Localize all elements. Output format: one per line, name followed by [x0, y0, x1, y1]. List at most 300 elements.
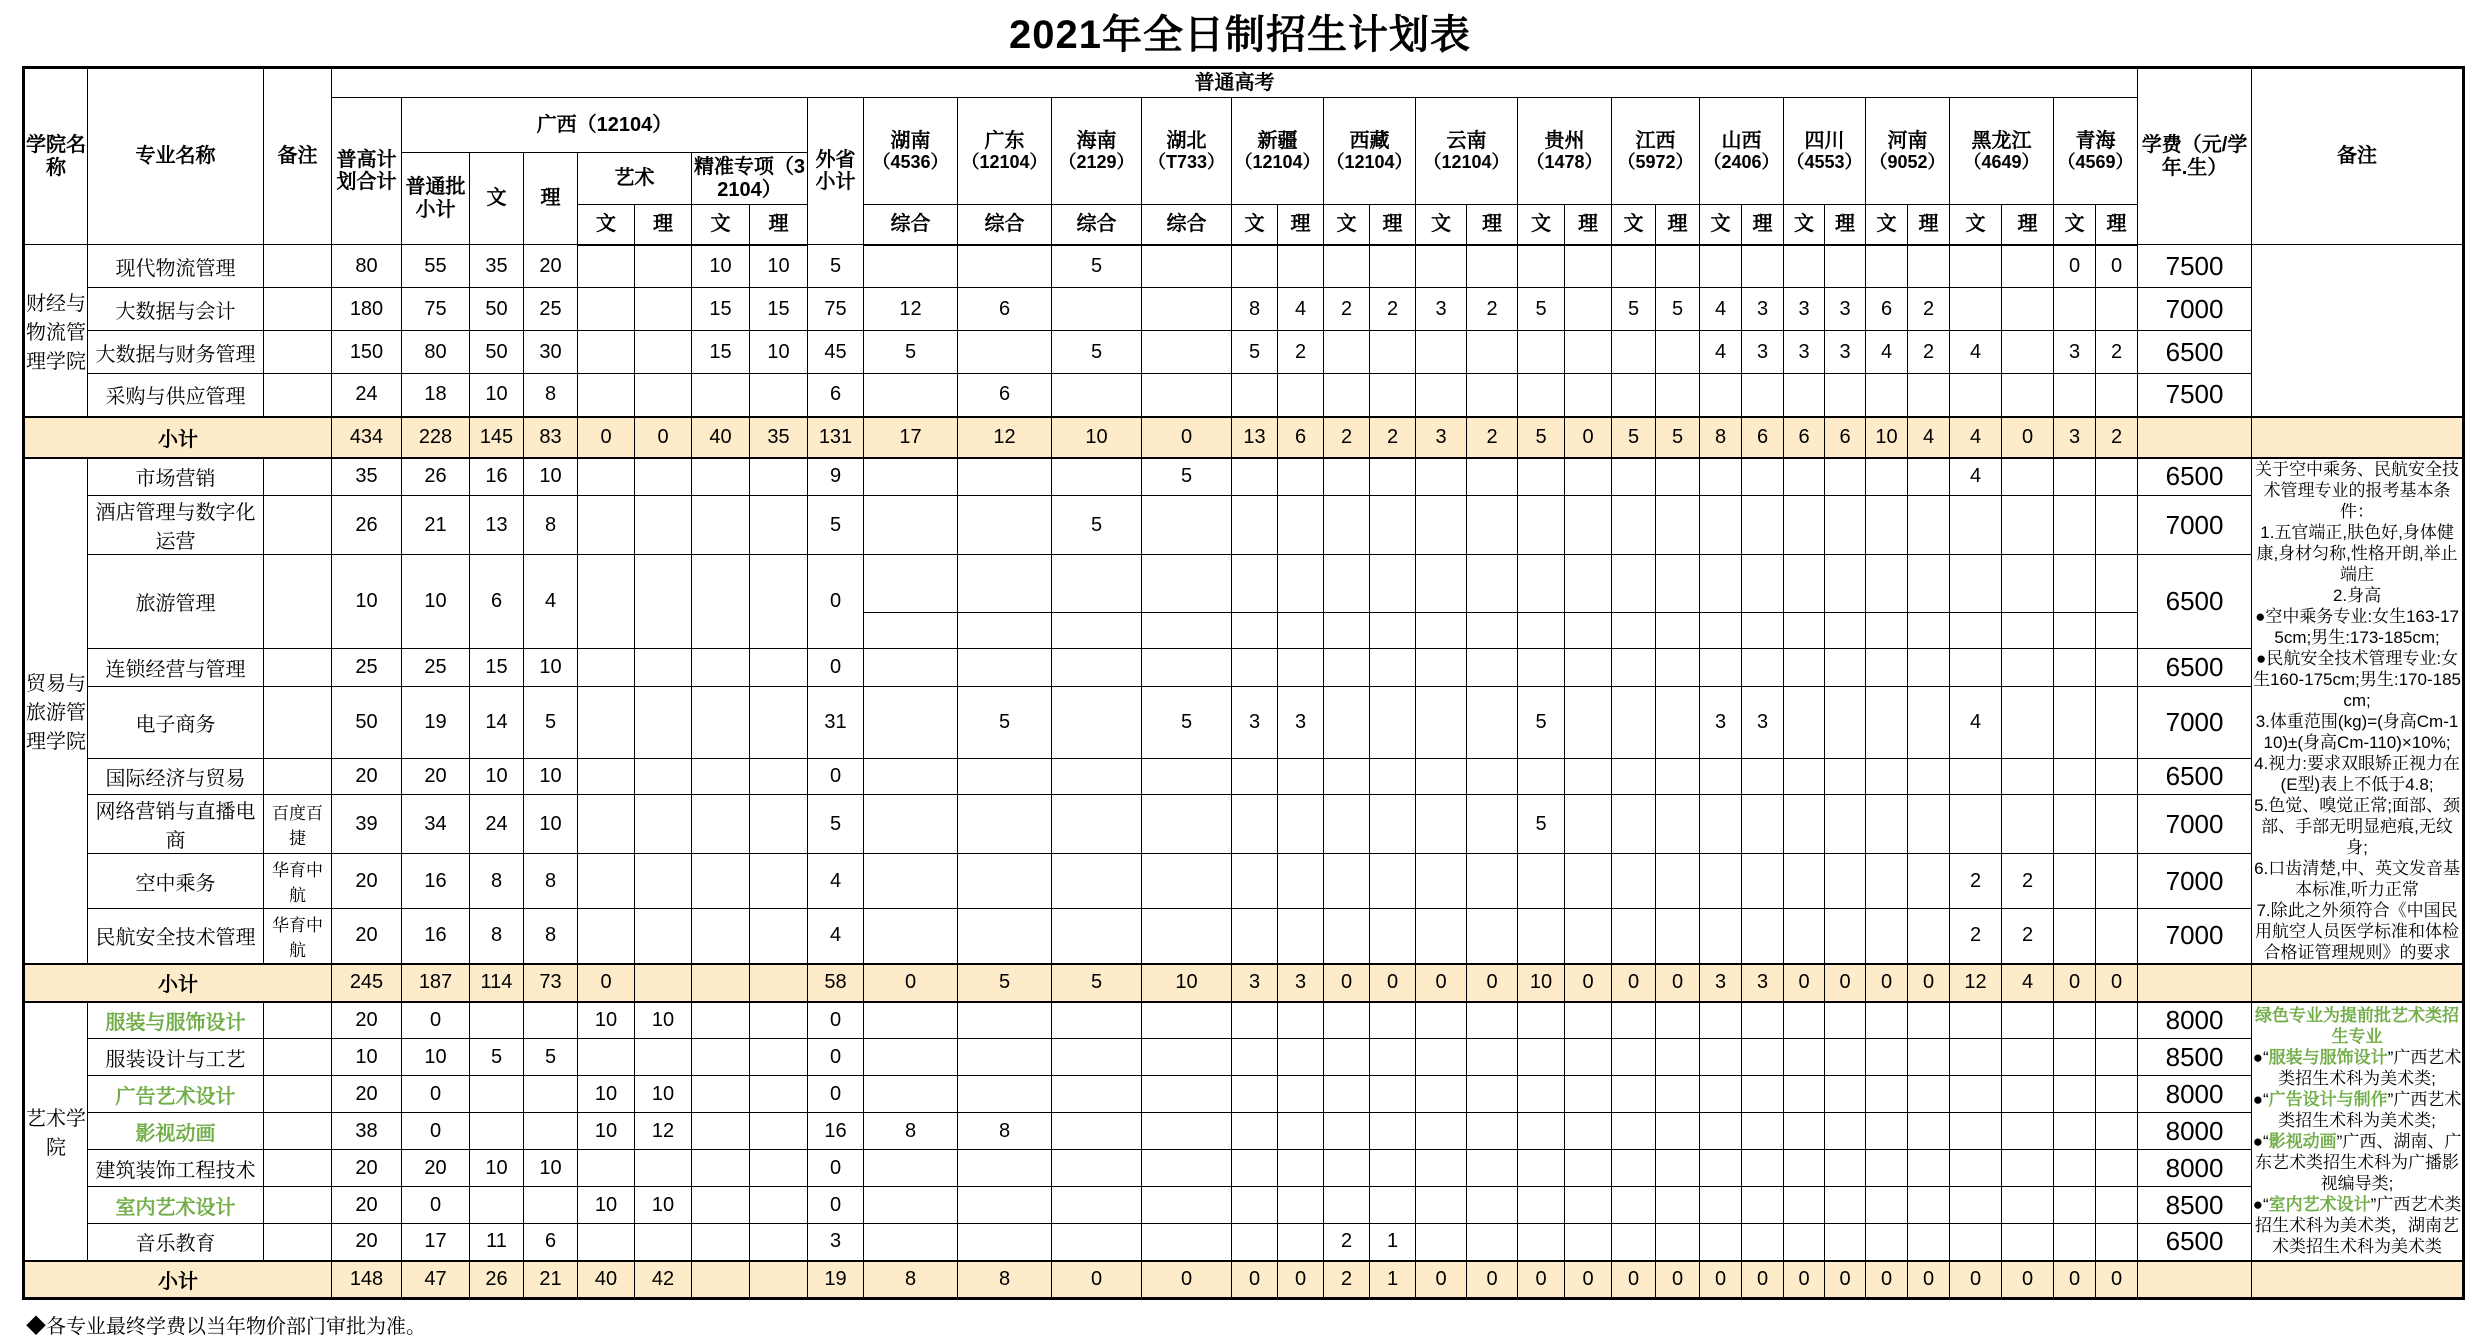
- value-cell-henan-wen: [1866, 1150, 1908, 1187]
- value-cell-jingzhun-li: [750, 1039, 808, 1076]
- value-cell-sichuan-wen: [1784, 1002, 1825, 1039]
- value-cell-henan-li: 2: [1908, 331, 1950, 374]
- value-cell-xinjiang-li: [1278, 374, 1324, 417]
- value-cell-art-wen: [578, 854, 635, 909]
- subtotal-cell-jingzhun-li: [750, 964, 808, 1002]
- value-cell-henan-li: 2: [1908, 288, 1950, 331]
- value-cell-li: 20: [524, 245, 578, 288]
- value-cell-regular-subtotal: 0: [402, 1113, 470, 1150]
- value-cell-hubei: [1142, 1002, 1232, 1039]
- value-cell-yunnan-li: [1467, 1113, 1518, 1150]
- remark-segment: 7.除此之外须符合《中国民用航空人员医学标准和体检合格证管理规则》的要求: [2255, 900, 2460, 962]
- subtotal-label: 小计: [24, 1261, 332, 1299]
- major-row: [24, 854, 2464, 909]
- value-cell-plan-total: 180: [332, 288, 402, 331]
- value-cell-guangdong: 8: [958, 1113, 1052, 1150]
- major-cell: 市场营销: [88, 458, 264, 496]
- value-cell-guangdong: [958, 854, 1052, 909]
- subtotal-cell-shanxi-li: 0: [1742, 1261, 1784, 1299]
- value-cell-yunnan-wen: [1416, 759, 1467, 795]
- col-header-guangxi: 广西（12104）: [402, 98, 808, 153]
- col-header-province-xinjiang: [1232, 98, 1324, 205]
- value-cell-guizhou-li: [1565, 496, 1612, 555]
- value-cell-henan-li: [1908, 1002, 1950, 1039]
- value-cell-qinghai-wen: [2054, 649, 2096, 687]
- value-cell-xinjiang-wen: [1232, 1076, 1278, 1113]
- major-cell: 采购与供应管理: [88, 374, 264, 417]
- value-cell-henan-wen: [1866, 1076, 1908, 1113]
- value-cell-art-li: [635, 458, 692, 496]
- value-cell-guangdong: [958, 458, 1052, 496]
- value-cell-art-wen: [578, 649, 635, 687]
- value-cell-guizhou-li: [1565, 1039, 1612, 1076]
- value-cell-yunnan-li: [1467, 1187, 1518, 1224]
- col-header-jingzhun-wen: 文: [692, 205, 750, 245]
- value-cell-sichuan-wen: [1784, 1039, 1825, 1076]
- value-cell-heilongjiang-wen: 4: [1950, 331, 2002, 374]
- value-cell-guizhou-wen: [1518, 555, 1565, 613]
- value-cell-art-li: [635, 1150, 692, 1187]
- value-cell-jingzhun-wen: [692, 496, 750, 555]
- value-cell-plan-total: 26: [332, 496, 402, 555]
- value-cell-henan-wen: [1866, 555, 1908, 613]
- value-cell-xizang-wen: [1324, 496, 1370, 555]
- value-cell-guizhou-li: [1565, 759, 1612, 795]
- note-cell: 百度百捷: [264, 795, 332, 854]
- value-cell-jiangxi-li: [1656, 613, 1700, 649]
- value-cell-heilongjiang-wen: [1950, 374, 2002, 417]
- value-cell-heilongjiang-li: [2002, 1224, 2054, 1261]
- value-cell-xizang-li: [1370, 854, 1416, 909]
- value-cell-sichuan-li: [1825, 649, 1866, 687]
- value-cell-jiangxi-wen: [1612, 331, 1656, 374]
- value-cell-henan-li: [1908, 458, 1950, 496]
- college-cell: 财经与物流管理学院: [24, 245, 88, 417]
- subtotal-cell-qinghai-li: 0: [2096, 964, 2138, 1002]
- value-cell-heilongjiang-wen: [1950, 1039, 2002, 1076]
- value-cell-art-li: [635, 909, 692, 964]
- value-cell-shanxi-wen: [1700, 1187, 1742, 1224]
- subtotal-cell-sichuan-li: 0: [1825, 1261, 1866, 1299]
- major-cell: 国际经济与贸易: [88, 759, 264, 795]
- major-cell: 空中乘务: [88, 854, 264, 909]
- note-cell: [264, 649, 332, 687]
- value-cell-xizang-wen: [1324, 1076, 1370, 1113]
- value-cell-hubei: [1142, 1113, 1232, 1150]
- value-cell-plan-total: 150: [332, 331, 402, 374]
- value-cell-xinjiang-li: [1278, 1002, 1324, 1039]
- value-cell-hubei: [1142, 1187, 1232, 1224]
- province-name: 西藏: [1349, 129, 1390, 152]
- value-cell-regular-subtotal: 34: [402, 795, 470, 854]
- value-cell-wen: 8: [470, 909, 524, 964]
- value-cell-shanxi-wen: [1700, 1076, 1742, 1113]
- tuition-cell: 7000: [2138, 496, 2252, 555]
- value-cell-sichuan-li: [1825, 1076, 1866, 1113]
- value-cell-guangdong: [958, 331, 1052, 374]
- value-cell-regular-subtotal: 20: [402, 759, 470, 795]
- col-header-province-guangdong: [958, 98, 1052, 205]
- value-cell-jiangxi-wen: [1612, 1002, 1656, 1039]
- value-cell-henan-li: [1908, 496, 1950, 555]
- value-cell-heilongjiang-wen: 4: [1950, 458, 2002, 496]
- value-cell-wen: 10: [470, 374, 524, 417]
- subtotal-cell-hainan: 10: [1052, 417, 1142, 458]
- subtotal-row: [24, 1261, 2464, 1299]
- value-cell-yunnan-li: [1467, 1150, 1518, 1187]
- value-cell-xizang-wen: [1324, 458, 1370, 496]
- subtotal-cell-yunnan-li: 0: [1467, 964, 1518, 1002]
- value-cell-yunnan-li: [1467, 649, 1518, 687]
- value-cell-jingzhun-li: [750, 555, 808, 649]
- value-cell-hunan: [864, 1150, 958, 1187]
- note-cell: [264, 1039, 332, 1076]
- value-cell-henan-li: [1908, 555, 1950, 613]
- value-cell-sichuan-li: [1825, 1039, 1866, 1076]
- value-cell-waisheng-subtotal: 5: [808, 795, 864, 854]
- value-cell-shanxi-wen: [1700, 1224, 1742, 1261]
- province-code: （1478）: [1526, 152, 1603, 173]
- value-cell-guizhou-wen: 5: [1518, 288, 1565, 331]
- value-cell-guizhou-wen: [1518, 1039, 1565, 1076]
- subtotal-remark-cell: [2252, 964, 2464, 1002]
- value-cell-qinghai-wen: [2054, 1002, 2096, 1039]
- remark-line: [2252, 1005, 2462, 1047]
- value-cell-xizang-li: [1370, 458, 1416, 496]
- value-cell-shanxi-li: [1742, 374, 1784, 417]
- value-cell-li: 8: [524, 854, 578, 909]
- value-cell-xinjiang-li: [1278, 1113, 1324, 1150]
- value-cell-xizang-wen: [1324, 374, 1370, 417]
- province-name: 广东: [984, 129, 1025, 152]
- value-cell-jiangxi-wen: [1612, 759, 1656, 795]
- value-cell-henan-li: [1908, 245, 1950, 288]
- value-cell-jingzhun-wen: [692, 909, 750, 964]
- value-cell-li: 8: [524, 496, 578, 555]
- col-header-qinghai-li: 理: [2096, 205, 2138, 245]
- value-cell-xizang-li: [1370, 245, 1416, 288]
- value-cell-xizang-li: [1370, 331, 1416, 374]
- value-cell-li: 4: [524, 555, 578, 649]
- value-cell-li: 10: [524, 1150, 578, 1187]
- value-cell-hubei: [1142, 288, 1232, 331]
- value-cell-regular-subtotal: 21: [402, 496, 470, 555]
- note-cell: 华育中航: [264, 854, 332, 909]
- value-cell-jiangxi-li: [1656, 1076, 1700, 1113]
- value-cell-jingzhun-li: [750, 649, 808, 687]
- value-cell-qinghai-wen: [2054, 288, 2096, 331]
- value-cell-yunnan-wen: [1416, 1039, 1467, 1076]
- value-cell-guangdong: [958, 1002, 1052, 1039]
- col-header-province-hainan: [1052, 98, 1142, 205]
- value-cell-wen: 50: [470, 331, 524, 374]
- value-cell-heilongjiang-wen: 2: [1950, 909, 2002, 964]
- value-cell-yunnan-wen: [1416, 555, 1467, 613]
- value-cell-regular-subtotal: 18: [402, 374, 470, 417]
- value-cell-regular-subtotal: 25: [402, 649, 470, 687]
- value-cell-sichuan-li: [1825, 458, 1866, 496]
- value-cell-waisheng-subtotal: 9: [808, 458, 864, 496]
- col-header-xinjiang-wen: 文: [1232, 205, 1278, 245]
- value-cell-henan-wen: [1866, 1224, 1908, 1261]
- subtotal-cell-hainan: 5: [1052, 964, 1142, 1002]
- province-code: （2129）: [1058, 152, 1135, 173]
- value-cell-hubei: [1142, 555, 1232, 613]
- value-cell-henan-li: [1908, 1224, 1950, 1261]
- value-cell-qinghai-li: [2096, 288, 2138, 331]
- value-cell-hubei: [1142, 854, 1232, 909]
- col-header-waisheng-subtotal: 外省小计: [808, 98, 864, 245]
- major-row: [24, 331, 2464, 374]
- value-cell-jiangxi-li: [1656, 458, 1700, 496]
- college-cell: 贸易与旅游管理学院: [24, 458, 88, 964]
- value-cell-xinjiang-wen: [1232, 854, 1278, 909]
- value-cell-yunnan-li: [1467, 458, 1518, 496]
- value-cell-art-li: [635, 759, 692, 795]
- value-cell-xinjiang-wen: [1232, 1039, 1278, 1076]
- value-cell-shanxi-wen: [1700, 854, 1742, 909]
- value-cell-jingzhun-wen: [692, 1039, 750, 1076]
- value-cell-xinjiang-li: [1278, 613, 1324, 649]
- value-cell-hunan: [864, 613, 958, 649]
- subtotal-label: 小计: [24, 417, 332, 458]
- remark-line: [2252, 711, 2462, 753]
- major-row: [24, 759, 2464, 795]
- value-cell-xizang-li: [1370, 1113, 1416, 1150]
- value-cell-xizang-li: 1: [1370, 1224, 1416, 1261]
- major-cell: 旅游管理: [88, 555, 264, 649]
- value-cell-sichuan-li: [1825, 555, 1866, 613]
- value-cell-xinjiang-li: [1278, 909, 1324, 964]
- subtotal-remark-cell: [2252, 1261, 2464, 1299]
- value-cell-qinghai-wen: [2054, 1224, 2096, 1261]
- value-cell-hunan: 8: [864, 1113, 958, 1150]
- value-cell-li: 10: [524, 649, 578, 687]
- value-cell-jiangxi-li: [1656, 1187, 1700, 1224]
- value-cell-guangdong: [958, 1039, 1052, 1076]
- province-name: 海南: [1076, 129, 1117, 152]
- value-cell-hainan: [1052, 1224, 1142, 1261]
- col-header-wen: 文: [470, 153, 524, 245]
- value-cell-waisheng-subtotal: 0: [808, 1150, 864, 1187]
- value-cell-waisheng-subtotal: 75: [808, 288, 864, 331]
- major-cell: 服装设计与工艺: [88, 1039, 264, 1076]
- remark-line: [2252, 858, 2462, 900]
- value-cell-regular-subtotal: 16: [402, 854, 470, 909]
- value-cell-shanxi-wen: 4: [1700, 288, 1742, 331]
- value-cell-henan-li: [1908, 1039, 1950, 1076]
- value-cell-wen: 14: [470, 687, 524, 759]
- value-cell-xinjiang-li: 4: [1278, 288, 1324, 331]
- value-cell-jiangxi-li: [1656, 1224, 1700, 1261]
- value-cell-guizhou-li: [1565, 687, 1612, 759]
- value-cell-plan-total: 10: [332, 1039, 402, 1076]
- value-cell-hainan: [1052, 1039, 1142, 1076]
- value-cell-shanxi-li: [1742, 1002, 1784, 1039]
- value-cell-sichuan-wen: 3: [1784, 331, 1825, 374]
- subtotal-cell-yunnan-li: 0: [1467, 1261, 1518, 1299]
- subtotal-cell-art-li: 42: [635, 1261, 692, 1299]
- value-cell-xizang-wen: [1324, 555, 1370, 613]
- value-cell-yunnan-li: [1467, 374, 1518, 417]
- subtotal-cell-hunan: 0: [864, 964, 958, 1002]
- value-cell-shanxi-li: [1742, 1113, 1784, 1150]
- province-name: 湖北: [1166, 129, 1207, 152]
- value-cell-jiangxi-wen: [1612, 458, 1656, 496]
- value-cell-guizhou-wen: [1518, 649, 1565, 687]
- value-cell-xizang-wen: [1324, 1002, 1370, 1039]
- value-cell-guizhou-wen: [1518, 1224, 1565, 1261]
- value-cell-qinghai-wen: [2054, 458, 2096, 496]
- remark-cell: [2252, 245, 2464, 417]
- value-cell-henan-wen: [1866, 245, 1908, 288]
- value-cell-shanxi-wen: [1700, 1039, 1742, 1076]
- col-header-henan-wen: 文: [1866, 205, 1908, 245]
- subtotal-cell-hubei: 0: [1142, 1261, 1232, 1299]
- value-cell-li: 10: [524, 759, 578, 795]
- value-cell-heilongjiang-li: [2002, 687, 2054, 759]
- subtotal-cell-henan-li: 4: [1908, 417, 1950, 458]
- tuition-cell: 6500: [2138, 555, 2252, 649]
- value-cell-heilongjiang-li: [2002, 555, 2054, 613]
- value-cell-wen: 8: [470, 854, 524, 909]
- value-cell-sichuan-wen: [1784, 245, 1825, 288]
- value-cell-plan-total: 38: [332, 1113, 402, 1150]
- value-cell-li: [524, 1187, 578, 1224]
- header-row: [24, 68, 2464, 98]
- tuition-cell: 8000: [2138, 1002, 2252, 1039]
- col-header-xinjiang-li: 理: [1278, 205, 1324, 245]
- subtotal-cell-shanxi-wen: 8: [1700, 417, 1742, 458]
- col-header-shanxi-li: 理: [1742, 205, 1784, 245]
- value-cell-plan-total: 20: [332, 1150, 402, 1187]
- value-cell-heilongjiang-li: 2: [2002, 854, 2054, 909]
- value-cell-qinghai-wen: [2054, 909, 2096, 964]
- subtotal-cell-yunnan-wen: 0: [1416, 964, 1467, 1002]
- col-header-xizang-li: 理: [1370, 205, 1416, 245]
- value-cell-jingzhun-wen: [692, 854, 750, 909]
- tuition-cell: 6500: [2138, 649, 2252, 687]
- value-cell-hunan: [864, 245, 958, 288]
- subtotal-cell-jiangxi-wen: 0: [1612, 964, 1656, 1002]
- major-row: [24, 1187, 2464, 1224]
- value-cell-xizang-wen: [1324, 795, 1370, 854]
- value-cell-plan-total: 20: [332, 909, 402, 964]
- value-cell-li: [524, 1002, 578, 1039]
- major-cell: 建筑装饰工程技术: [88, 1150, 264, 1187]
- tuition-cell: 7500: [2138, 374, 2252, 417]
- value-cell-hubei: [1142, 374, 1232, 417]
- value-cell-qinghai-li: [2096, 496, 2138, 555]
- remark-segment: ●“: [2252, 1048, 2269, 1067]
- note-cell: [264, 288, 332, 331]
- subtotal-cell-heilongjiang-wen: 4: [1950, 417, 2002, 458]
- value-cell-guangdong: [958, 1187, 1052, 1224]
- value-cell-waisheng-subtotal: 5: [808, 245, 864, 288]
- value-cell-qinghai-wen: [2054, 795, 2096, 854]
- note-cell: [264, 1224, 332, 1261]
- value-cell-hainan: [1052, 795, 1142, 854]
- value-cell-guizhou-wen: [1518, 496, 1565, 555]
- value-cell-xizang-li: [1370, 795, 1416, 854]
- value-cell-xizang-wen: [1324, 854, 1370, 909]
- province-name: 贵州: [1544, 129, 1585, 152]
- province-code: （4649）: [1963, 152, 2040, 173]
- value-cell-art-wen: [578, 687, 635, 759]
- value-cell-art-li: 10: [635, 1002, 692, 1039]
- value-cell-jingzhun-wen: [692, 1187, 750, 1224]
- value-cell-shanxi-li: 3: [1742, 288, 1784, 331]
- value-cell-guizhou-wen: [1518, 1187, 1565, 1224]
- value-cell-guizhou-li: [1565, 1076, 1612, 1113]
- value-cell-jiangxi-li: [1656, 854, 1700, 909]
- value-cell-plan-total: 24: [332, 374, 402, 417]
- value-cell-wen: [470, 1113, 524, 1150]
- value-cell-wen: [470, 1002, 524, 1039]
- value-cell-jiangxi-wen: [1612, 1187, 1656, 1224]
- value-cell-yunnan-li: [1467, 1039, 1518, 1076]
- value-cell-xinjiang-wen: [1232, 374, 1278, 417]
- value-cell-plan-total: 20: [332, 854, 402, 909]
- remark-segment: 服装与服饰设计: [2268, 1048, 2388, 1067]
- value-cell-jingzhun-wen: [692, 374, 750, 417]
- value-cell-yunnan-li: [1467, 245, 1518, 288]
- value-cell-guangdong: [958, 1076, 1052, 1113]
- subtotal-cell-yunnan-wen: 0: [1416, 1261, 1467, 1299]
- value-cell-shanxi-li: [1742, 1076, 1784, 1113]
- tuition-cell: 6500: [2138, 331, 2252, 374]
- value-cell-hubei: [1142, 1150, 1232, 1187]
- subtotal-cell-xizang-wen: 2: [1324, 1261, 1370, 1299]
- value-cell-jiangxi-li: [1656, 1039, 1700, 1076]
- subtotal-cell-henan-wen: 0: [1866, 1261, 1908, 1299]
- value-cell-henan-wen: [1866, 1002, 1908, 1039]
- value-cell-xinjiang-wen: 3: [1232, 687, 1278, 759]
- value-cell-regular-subtotal: 0: [402, 1076, 470, 1113]
- value-cell-jingzhun-li: [750, 1002, 808, 1039]
- value-cell-hubei: [1142, 331, 1232, 374]
- subtotal-cell-qinghai-li: 0: [2096, 1261, 2138, 1299]
- province-code: （T733）: [1147, 152, 1226, 173]
- remark-line: [2252, 753, 2462, 795]
- value-cell-jingzhun-li: 10: [750, 245, 808, 288]
- value-cell-xizang-wen: [1324, 331, 1370, 374]
- value-cell-heilongjiang-wen: [1950, 1076, 2002, 1113]
- value-cell-xinjiang-wen: [1232, 496, 1278, 555]
- value-cell-regular-subtotal: 0: [402, 1002, 470, 1039]
- value-cell-li: 8: [524, 374, 578, 417]
- value-cell-jiangxi-li: [1656, 245, 1700, 288]
- value-cell-yunnan-wen: [1416, 331, 1467, 374]
- province-name: 黑龙江: [1971, 129, 2032, 152]
- value-cell-hunan: [864, 555, 958, 613]
- value-cell-yunnan-li: [1467, 909, 1518, 964]
- value-cell-art-li: [635, 288, 692, 331]
- value-cell-xinjiang-wen: [1232, 555, 1278, 613]
- value-cell-heilongjiang-wen: [1950, 496, 2002, 555]
- value-cell-heilongjiang-li: [2002, 649, 2054, 687]
- value-cell-heilongjiang-wen: [1950, 1002, 2002, 1039]
- value-cell-sichuan-li: 3: [1825, 331, 1866, 374]
- tuition-cell: 8000: [2138, 1150, 2252, 1187]
- value-cell-sichuan-wen: [1784, 759, 1825, 795]
- value-cell-guizhou-li: [1565, 854, 1612, 909]
- subtotal-cell-qinghai-wen: 0: [2054, 964, 2096, 1002]
- value-cell-hainan: [1052, 1076, 1142, 1113]
- value-cell-plan-total: 20: [332, 1002, 402, 1039]
- value-cell-jiangxi-li: [1656, 1002, 1700, 1039]
- col-header-province-hunan: [864, 98, 958, 205]
